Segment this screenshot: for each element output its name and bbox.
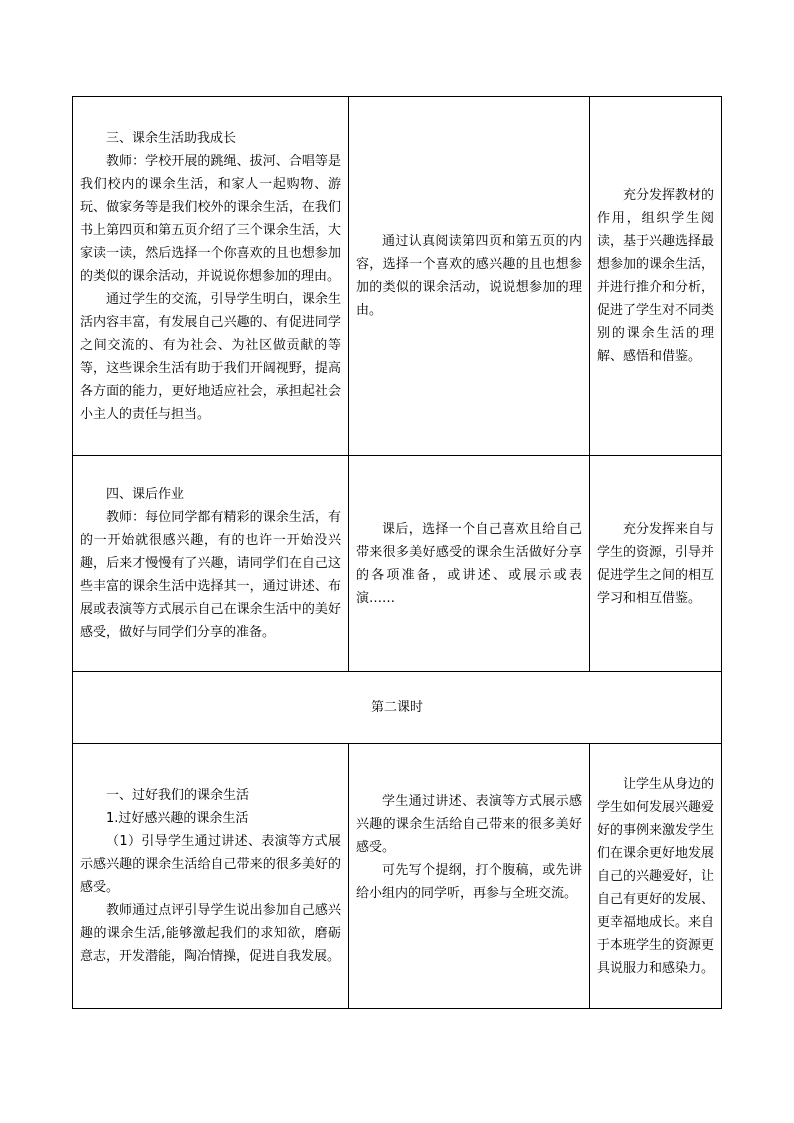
sub-heading: 1.过好感兴趣的课余生活 [106, 811, 249, 826]
section-heading: 一、过好我们的课余生活 [106, 788, 250, 803]
paragraph: （1）引导学生通过讲述、表演等方式展示感兴趣的课余生活给自己带来的很多美好的感受。 [80, 834, 341, 895]
section-heading: 三、课余生活助我成长 [106, 130, 237, 146]
paragraph: 通过认真阅读第四页和第五页的内容，选择一个喜欢的感兴趣的且也想参加的类似的课余活动，说说想参加的理由。 [356, 234, 582, 318]
teaching-process-cell [73, 456, 349, 672]
paragraph: 通过学生的交流，引导学生明白，课余生活内容丰富，有发展自己兴趣的、有促进同学之间交流的、有为社会、为社区做贡献的等等，这些课余生活有助于我们开阔视野，提高各方面的能力，更好地适应社会，承担起社会小主人的责任与担当。 [80, 291, 341, 422]
student-activity-cell [349, 97, 590, 456]
paragraph: 教师通过点评引导学生说出参加自己感兴趣的课余生活,能够激起我们的求知欲，磨砺意志，开发潜能，陶冶情操，促进自我发展。 [80, 903, 341, 964]
paragraph: 课后，选择一个自己喜欢且给自己带来很多美好感受的课余生活做好分享的各项准备，或讲述、或展示或表演…… [356, 521, 582, 606]
student-activity-cell [349, 744, 590, 1009]
paragraph: 教师：学校开展的跳绳、拔河、合唱等是我们校内的课余生活，和家人一起购物、游玩、做家务等是我们校外的课余生活，在我们书上第四页和第五页介绍了三个课余生活，大家读一读，然后选择一个你喜欢的且也想参加的类似的课余活动，并说说你想参加的理由。 [80, 153, 341, 284]
lesson-plan-table [72, 96, 722, 1009]
section-title-cell [73, 672, 722, 744]
paragraph: 让学生从身边的学生如何发展兴趣爱好的事例来激发学生们在课余更好地发展自己的兴趣爱好，让自己有更好的发展、更幸福地成长。来自于本班学生的资源更具说服力和感染力。 [597, 776, 715, 976]
table-row [73, 97, 722, 456]
student-activity-cell [349, 456, 590, 672]
paragraph: 充分发挥来自与学生的资源，引导并促进学生之间的相互学习和相互借鉴。 [597, 521, 715, 606]
paragraph: 可先写个提纲，打个腹稿，或先讲给小组内的同学听，再参与全班交流。 [356, 863, 582, 901]
paragraph: 充分发挥教材的作用，组织学生阅读，基于兴趣选择最想参加的课余生活，并进行推介和分析，促进了学生对不同类别的课余生活的理解、感悟和借鉴。 [597, 188, 715, 364]
design-intent-cell [590, 97, 722, 456]
table-row [73, 672, 722, 744]
paragraph: 教师：每位同学都有精彩的课余生活，有的一开始就很感兴趣，有的也许一开始没兴趣，后来才慢慢有了兴趣，请同学们在自己这些丰富的课余生活中选择其一，通过讲述、布展或表演等方式展示自己在课余生活中的美好感受，做好与同学们分享的准备。 [80, 510, 341, 640]
section-title: 第二课时 [370, 700, 423, 715]
section-heading: 四、课后作业 [106, 487, 185, 502]
table-row [73, 456, 722, 672]
paragraph: 学生通过讲述、表演等方式展示感兴趣的课余生活给自己带来的很多美好感受。 [356, 794, 582, 855]
design-intent-cell [590, 456, 722, 672]
table-row [73, 744, 722, 1009]
teaching-process-cell [73, 744, 349, 1009]
design-intent-cell [590, 744, 722, 1009]
teaching-process-cell [73, 97, 349, 456]
